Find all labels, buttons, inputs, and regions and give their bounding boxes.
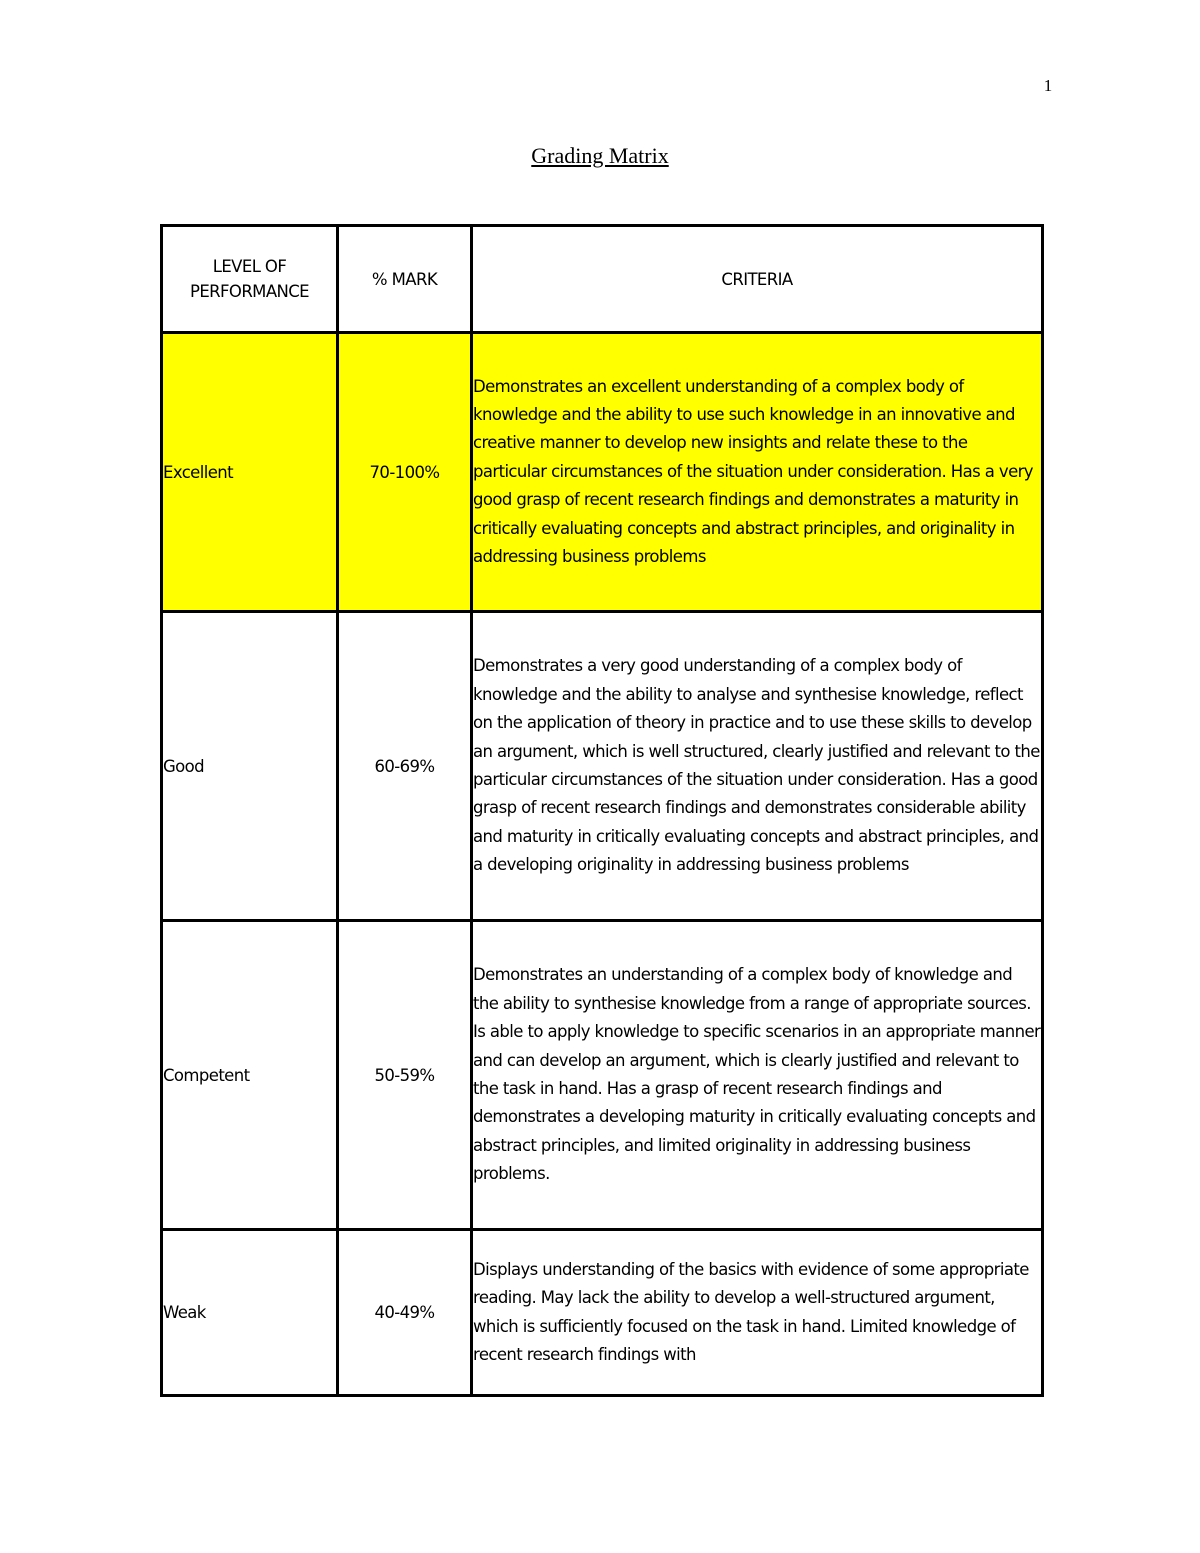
mark-cell: 50-59%: [338, 921, 472, 1230]
table-row-excellent: [162, 333, 1043, 612]
level-cell: Good: [162, 612, 338, 921]
document-title: Grading Matrix: [531, 143, 669, 168]
level-cell: Competent: [162, 921, 338, 1230]
header-criteria: CRITERIA: [472, 226, 1043, 333]
criteria-cell: Displays understanding of the basics with evidence of some appropriate reading. May lack the ability to develop a well-structured argument, which is sufficiently focused on the task in hand. Limited knowledge of recent research findings with: [472, 1230, 1043, 1396]
level-cell: Excellent: [162, 333, 338, 612]
criteria-cell: Demonstrates an understanding of a complex body of knowledge and the ability to synthesise knowledge from a range of appropriate sources. Is able to apply knowledge to specific scenarios in an appropriate manner and can develop an argument, which is clearly justified and relevant to the task in hand. Has a grasp of recent research findings and demonstrates a developing maturity in critically evaluating concepts and abstract principles, and limited originality in addressing business problems.: [472, 921, 1043, 1230]
level-cell: Weak: [162, 1230, 338, 1396]
criteria-cell: Demonstrates an excellent understanding of a complex body of knowledge and the ability to use such knowledge in an innovative and creative manner to develop new insights and relate these to the particular circumstances of the situation under consideration. Has a very good grasp of recent research findings and demonstrates a maturity in critically evaluating concepts and abstract principles, and originality in addressing business problems: [472, 333, 1043, 612]
table-row-competent: [162, 921, 1043, 1230]
page-number: 1: [1043, 76, 1053, 95]
grading-matrix-table: [160, 224, 1044, 1397]
table-header-row: [162, 226, 1043, 333]
table-row-weak: [162, 1230, 1043, 1396]
criteria-cell: Demonstrates a very good understanding of a complex body of knowledge and the ability to analyse and synthesise knowledge, reflect on the application of theory in practice and to use these skills to develop an argument, which is well structured, clearly justified and relevant to the particular circumstances of the situation under consideration. Has a good grasp of recent research findings and demonstrates considerable ability and maturity in critically evaluating concepts and abstract principles, and a developing originality in addressing business problems: [472, 612, 1043, 921]
header-level-of-performance: LEVEL OF PERFORMANCE: [162, 226, 338, 333]
table-row-good: [162, 612, 1043, 921]
mark-cell: 40-49%: [338, 1230, 472, 1396]
header-percent-mark: % MARK: [338, 226, 472, 333]
mark-cell: 70-100%: [338, 333, 472, 612]
mark-cell: 60-69%: [338, 612, 472, 921]
